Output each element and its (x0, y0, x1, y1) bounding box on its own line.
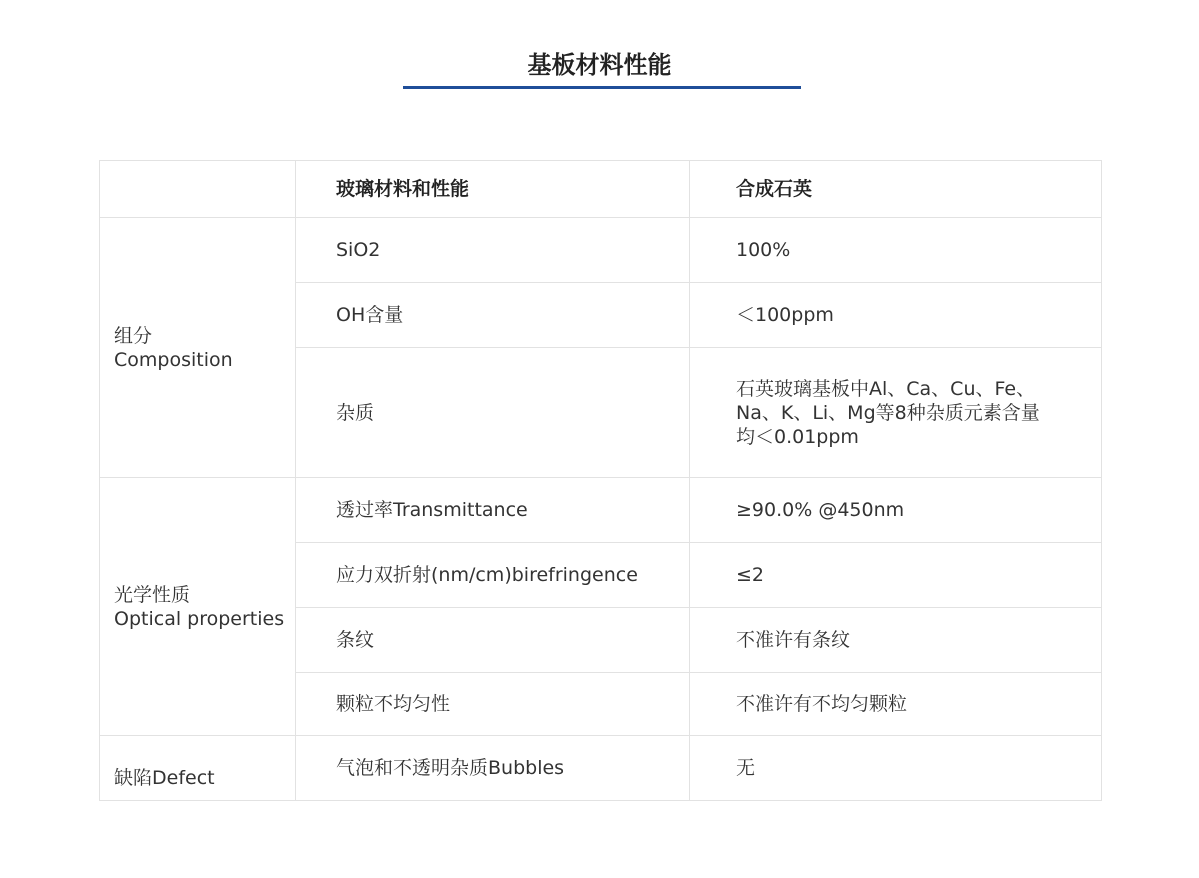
value-cell: 不准许有条纹 (690, 608, 1102, 673)
value-line: 均＜0.01ppm (736, 425, 859, 448)
title-underline (403, 86, 801, 89)
spec-table (99, 160, 1102, 801)
parameter-cell: 颗粒不均匀性 (296, 673, 690, 736)
value-cell: ≥90.0% @450nm (690, 478, 1102, 543)
page-title: 基板材料性能 (527, 51, 672, 79)
table-row (100, 218, 1102, 283)
category-cell-optical (100, 478, 296, 736)
parameter-cell: 杂质 (296, 348, 690, 478)
parameter-cell: 透过率Transmittance (296, 478, 690, 543)
value-line: Na、K、Li、Mg等8种杂质元素含量 (736, 401, 1040, 424)
table-row (100, 478, 1102, 543)
category-label-cn: 组分 (114, 324, 153, 347)
header-parameter-cell: 玻璃材料和性能 (296, 161, 690, 218)
category-label-en: Optical properties (114, 607, 285, 630)
parameter-cell: 条纹 (296, 608, 690, 673)
value-cell: 100% (690, 218, 1102, 283)
category-label-en: Composition (114, 348, 233, 371)
parameter-cell: 气泡和不透明杂质Bubbles (296, 736, 690, 801)
category-cell-defect: 缺陷Defect (100, 736, 296, 801)
header-category-cell (100, 161, 296, 218)
header-value-cell: 合成石英 (690, 161, 1102, 218)
value-cell-multiline (690, 348, 1102, 478)
category-cell-composition (100, 218, 296, 478)
table-header-row (100, 161, 1102, 218)
value-line: 石英玻璃基板中Al、Ca、Cu、Fe、 (736, 377, 1036, 400)
parameter-cell: OH含量 (296, 283, 690, 348)
value-cell: 不准许有不均匀颗粒 (690, 673, 1102, 736)
category-label-cn: 光学性质 (114, 583, 191, 606)
value-cell: 无 (690, 736, 1102, 801)
parameter-cell: 应力双折射(nm/cm)birefringence (296, 543, 690, 608)
table-row (100, 736, 1102, 801)
parameter-cell: SiO2 (296, 218, 690, 283)
value-cell: ≤2 (690, 543, 1102, 608)
value-cell: ＜100ppm (690, 283, 1102, 348)
